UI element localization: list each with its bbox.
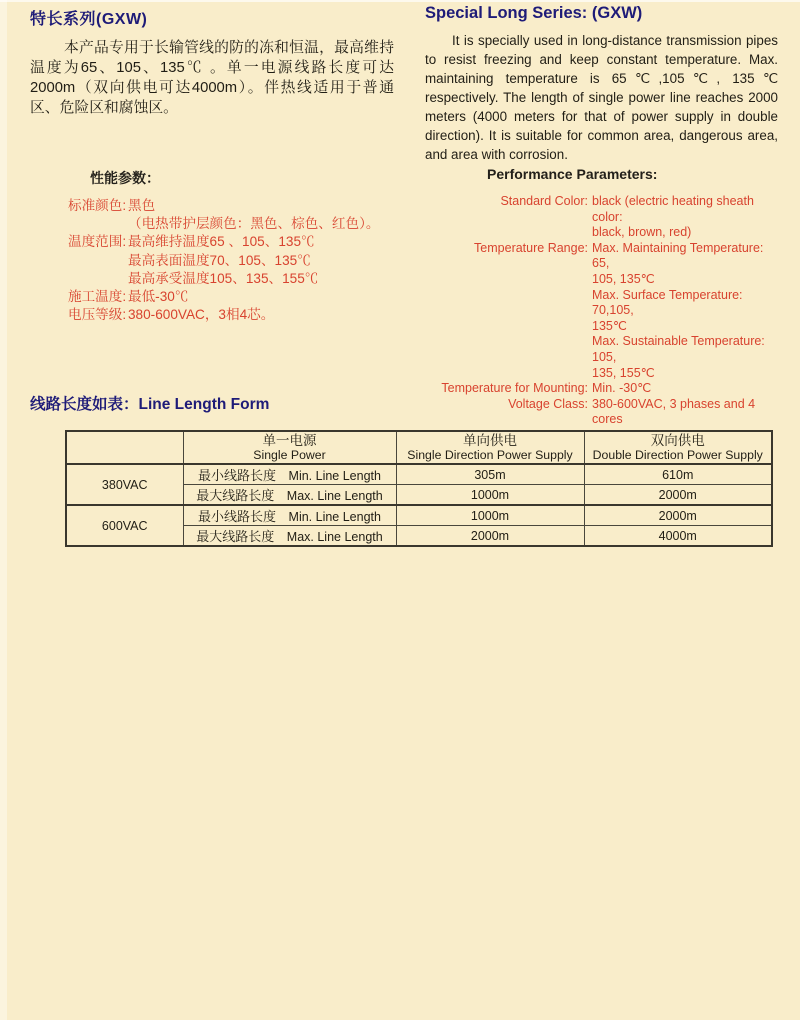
intro-section-en xyxy=(425,4,778,164)
param-line xyxy=(425,288,781,319)
length-label-cn: 最大线路长度 xyxy=(196,488,275,503)
performance-parameters-en xyxy=(425,166,781,428)
param-line xyxy=(425,381,781,397)
param-label xyxy=(425,288,588,319)
param-line xyxy=(68,215,402,233)
param-label xyxy=(425,225,588,241)
param-value: Max. Maintaining Temperature: 65, xyxy=(592,240,764,271)
double-direction-value: 4000m xyxy=(584,526,772,547)
voltage-cell: 600VAC xyxy=(66,505,183,546)
param-line xyxy=(425,397,781,428)
param-value: 135, 155℃ xyxy=(592,365,655,380)
table-row xyxy=(66,505,772,526)
param-line xyxy=(425,241,781,272)
param-label xyxy=(425,366,588,382)
param-label: Voltage Class: xyxy=(508,396,588,411)
param-line xyxy=(425,334,781,365)
param-label xyxy=(425,319,588,335)
param-value: 380-600VAC，3相4芯。 xyxy=(128,307,275,323)
length-label-cell xyxy=(183,505,396,526)
param-value: 最低-30℃ xyxy=(128,289,189,305)
double-direction-value: 610m xyxy=(584,464,772,485)
param-label xyxy=(425,272,588,288)
line-length-title-en: Line Length Form xyxy=(138,396,270,413)
section-title-en: Special Long Series: (GXW) xyxy=(425,4,643,22)
header-cn: 单一电源 xyxy=(262,433,317,448)
voltage-cell: 380VAC xyxy=(66,464,183,505)
param-label xyxy=(68,215,128,233)
header-double-direction xyxy=(584,431,772,464)
single-direction-value: 1000m xyxy=(396,505,584,526)
header-single-power xyxy=(183,431,396,464)
param-label: 电压等级: xyxy=(68,307,127,323)
header-en: Single Power xyxy=(253,448,326,462)
param-value: 105, 135℃ xyxy=(592,271,655,286)
param-line xyxy=(425,272,781,288)
param-value: 最高维持温度65 、105、135℃ xyxy=(128,234,315,250)
length-label-cn: 最大线路长度 xyxy=(196,529,275,544)
length-label-en: Min. Line Length xyxy=(288,510,381,524)
table-header-row xyxy=(66,431,772,464)
length-label-en: Max. Line Length xyxy=(286,489,383,503)
double-direction-value: 2000m xyxy=(584,485,772,506)
header-single-direction xyxy=(396,431,584,464)
param-label: 标准颜色: xyxy=(68,198,127,213)
header-empty-cell xyxy=(66,431,183,464)
length-label-cn: 最小线路长度 xyxy=(198,509,277,524)
param-line xyxy=(68,306,402,324)
param-line xyxy=(425,366,781,382)
line-length-table xyxy=(65,430,773,547)
param-value: Max. Surface Temperature: 70,105, xyxy=(592,287,743,318)
param-label: Standard Color: xyxy=(500,194,588,208)
param-label: Temperature for Mounting: xyxy=(441,381,588,396)
single-direction-value: 1000m xyxy=(396,485,584,506)
param-line xyxy=(425,225,781,241)
header-en: Single Direction Power Supply xyxy=(407,448,573,462)
intro-paragraph-cn: 本产品专用于长输管线的防的冻和恒温，最高维持温度为65、105、135℃ 。单一电源线路长度可达2000m（双向供电可达4000m）。伴热线适用于普通区、危险区和腐蚀区。 xyxy=(30,40,394,116)
param-label: Temperature Range: xyxy=(474,240,588,255)
length-label-cell xyxy=(183,485,396,506)
param-value: Min. -30℃ xyxy=(592,381,652,396)
param-value: Max. Sustainable Temperature: 105, xyxy=(592,334,765,364)
line-length-title-cn: 线路长度如表： xyxy=(30,396,139,413)
length-label-cn: 最小线路长度 xyxy=(198,468,277,483)
param-label: 温度范围: xyxy=(68,234,127,250)
single-direction-value: 2000m xyxy=(396,526,584,547)
param-value: 黑色 xyxy=(128,198,156,213)
header-cn: 双向供电 xyxy=(650,433,705,448)
single-direction-value: 305m xyxy=(396,464,584,485)
param-label xyxy=(68,270,128,288)
param-label xyxy=(68,252,128,270)
param-line xyxy=(425,319,781,335)
param-line xyxy=(425,194,781,225)
intro-section-cn xyxy=(30,6,394,118)
header-en: Double Direction Power Supply xyxy=(592,448,763,462)
param-value: （电热带护层颜色：黑色、棕色、红色）。 xyxy=(128,216,380,232)
param-line xyxy=(68,252,402,270)
performance-parameters-cn xyxy=(68,168,402,324)
param-label xyxy=(425,334,588,365)
param-value: black, brown, red) xyxy=(592,225,692,240)
param-value: 135℃ xyxy=(592,318,627,333)
section-title-cn: 特长系列(GXW) xyxy=(30,11,148,28)
params-heading-cn: 性能参数： xyxy=(90,170,160,186)
header-cn: 单向供电 xyxy=(463,433,517,448)
length-label-en: Max. Line Length xyxy=(286,530,383,544)
param-line xyxy=(68,197,402,215)
length-label-cell xyxy=(183,464,396,485)
param-value: 最高承受温度105、135、155℃ xyxy=(128,270,319,286)
scan-edge-top xyxy=(0,0,800,2)
param-value: 380-600VAC, 3 phases and 4 cores xyxy=(592,396,756,427)
intro-paragraph-en: It is specially used in long-distance transmission pipes to resist freezing and keep constant temperature. Max. maintaining temperature is 65℃,105℃, 135℃ respectively. The length of single power line reaches 2000 meters (4000 meters for that of power supply in double direction). It is suitable for common area, dangerous area, and area with corrosion. xyxy=(425,33,778,162)
param-value: black (electric heating sheath color: xyxy=(592,194,754,224)
param-line xyxy=(68,233,402,251)
length-label-cell xyxy=(183,526,396,547)
param-line xyxy=(68,270,402,288)
length-label-en: Min. Line Length xyxy=(288,469,381,483)
line-length-title xyxy=(30,392,269,414)
param-line xyxy=(68,288,402,306)
param-value: 最高表面温度70、105、135℃ xyxy=(128,252,311,268)
table-row xyxy=(66,464,772,485)
scan-edge-left xyxy=(0,0,7,1020)
double-direction-value: 2000m xyxy=(584,505,772,526)
line-length-table-wrap xyxy=(65,430,773,547)
params-heading-en: Performance Parameters: xyxy=(487,166,658,182)
param-label: 施工温度: xyxy=(68,289,127,305)
